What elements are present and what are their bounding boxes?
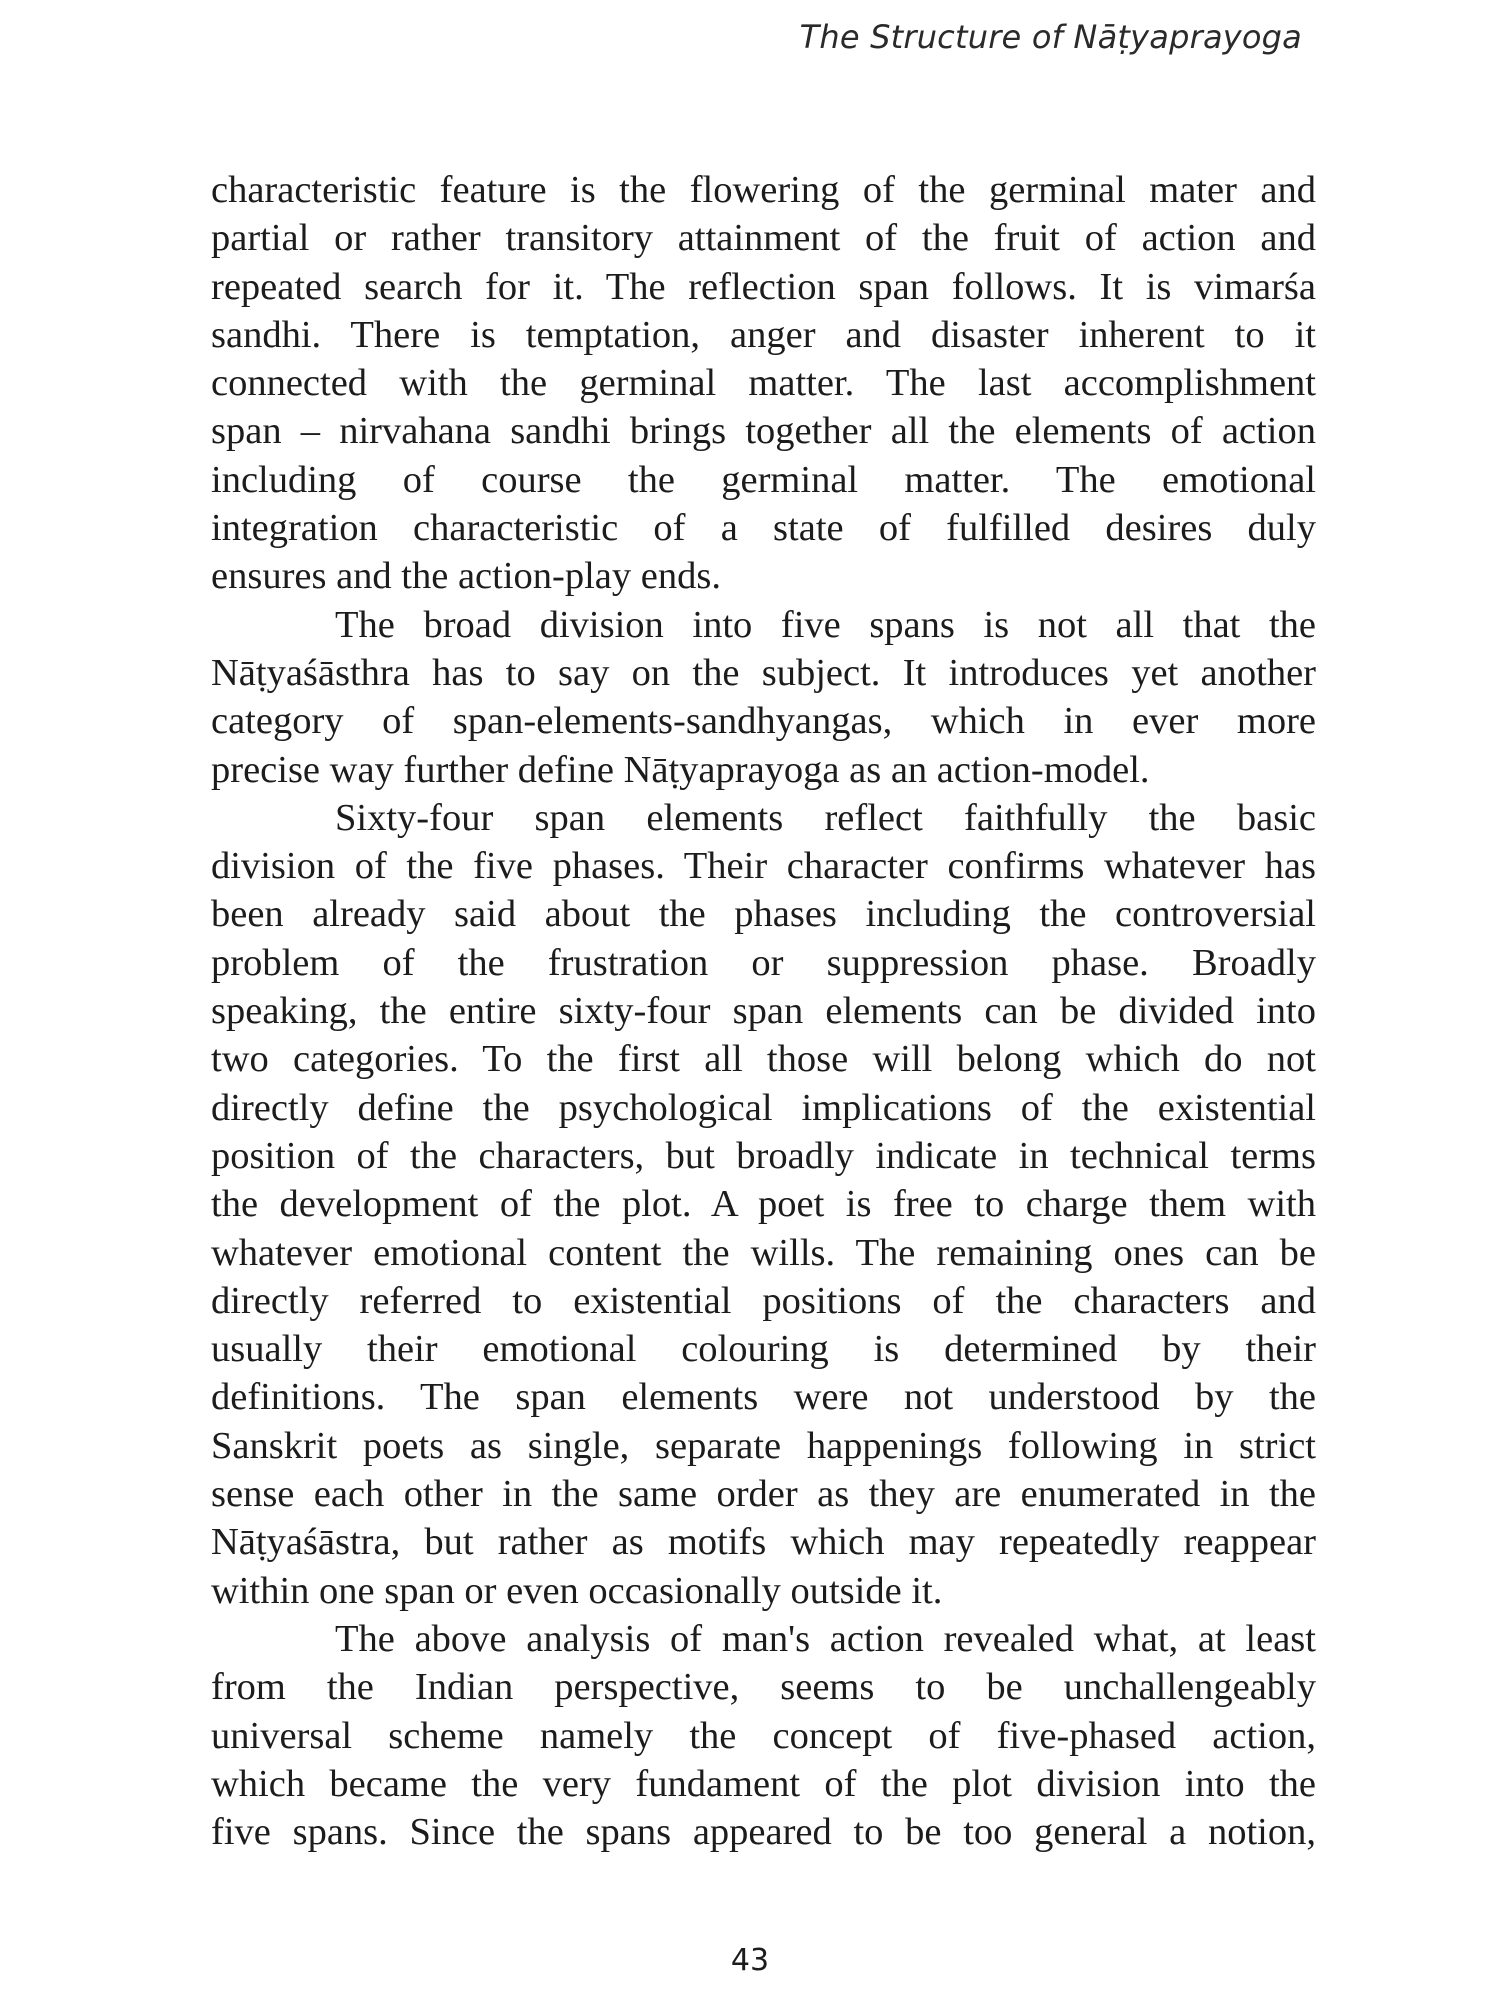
text-line: whatever emotional content the wills. The remaining ones can be <box>211 1231 1316 1274</box>
text-line: five spans. Since the spans appeared to be too general a notion, <box>211 1811 1316 1854</box>
text-line: Sixty-four span elements reflect faithfully the basic <box>335 796 1316 839</box>
text-line: ensures and the action-play ends. <box>211 555 721 598</box>
text-line: The above analysis of man's action revealed what, at least <box>335 1617 1316 1660</box>
text-line: been already said about the phases including the controversial <box>211 893 1316 936</box>
text-line: two categories. To the first all those will belong which do not <box>211 1038 1316 1081</box>
text-line: which became the very fundament of the plot division into the <box>211 1762 1316 1805</box>
text-line: division of the five phases. Their character confirms whatever has <box>211 845 1316 888</box>
text-line: category of span-elements-sandhyangas, which in ever more <box>211 700 1316 743</box>
paragraph <box>211 794 1316 1615</box>
text-line: span – nirvahana sandhi brings together all the elements of action <box>211 410 1316 453</box>
text-line: universal scheme namely the concept of five-phased action, <box>211 1714 1316 1757</box>
text-line: directly referred to existential positions of the characters and <box>211 1279 1316 1322</box>
text-line: including of course the germinal matter. The emotional <box>211 458 1316 501</box>
text-line: usually their emotional colouring is determined by their <box>211 1328 1316 1371</box>
text-line: Nāṭyaśāsthra has to say on the subject. It introduces yet another <box>211 651 1316 694</box>
text-line: connected with the germinal matter. The last accomplishment <box>211 362 1316 405</box>
text-line: sense each other in the same order as they are enumerated in the <box>211 1473 1316 1516</box>
text-line: The broad division into five spans is not all that the <box>335 603 1316 646</box>
text-line: Nāṭyaśāstra, but rather as motifs which may repeatedly reappear <box>211 1521 1316 1564</box>
text-line: directly define the psychological implications of the existential <box>211 1086 1316 1129</box>
page-number: 43 <box>730 1943 770 1978</box>
text-line: from the Indian perspective, seems to be unchallengeably <box>211 1666 1316 1709</box>
running-header: The Structure of Nāṭyaprayoga <box>799 18 1302 56</box>
text-line: Sanskrit poets as single, separate happenings following in strict <box>211 1424 1316 1467</box>
text-line: integration characteristic of a state of fulfilled desires duly <box>211 507 1316 550</box>
paragraph <box>211 1615 1316 1856</box>
text-line: sandhi. There is temptation, anger and disaster inherent to it <box>211 313 1316 356</box>
text-line: problem of the frustration or suppression phase. Broadly <box>211 941 1316 984</box>
text-line: definitions. The span elements were not understood by the <box>211 1376 1316 1419</box>
body-text <box>211 166 1316 1856</box>
text-line: speaking, the entire sixty-four span elements can be divided into <box>211 990 1316 1033</box>
paragraph <box>211 601 1316 794</box>
text-line: repeated search for it. The reflection span follows. It is vimarśa <box>211 265 1316 308</box>
text-line: within one span or even occasionally outside it. <box>211 1569 943 1612</box>
paragraph <box>211 166 1316 601</box>
text-line: precise way further define Nāṭyaprayoga as an action-model. <box>211 748 1150 791</box>
text-line: characteristic feature is the flowering of the germinal mater and <box>211 169 1316 211</box>
text-line: partial or rather transitory attainment of the fruit of action and <box>211 217 1316 260</box>
text-line: position of the characters, but broadly indicate in technical terms <box>211 1134 1316 1177</box>
text-line: the development of the plot. A poet is free to charge them with <box>211 1183 1316 1226</box>
